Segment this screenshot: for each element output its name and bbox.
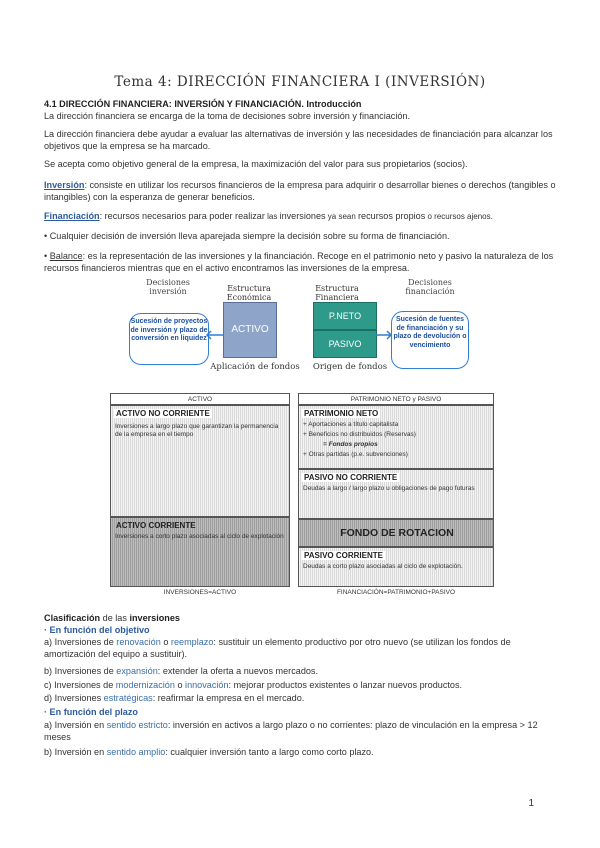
activo-no-corriente-text: Inversiones a largo plazo que garantizan la permanencia de la empresa en el tiempo bbox=[115, 423, 279, 438]
pasivo-corriente-panel bbox=[298, 547, 494, 587]
balance-term: Balance bbox=[49, 251, 83, 261]
bullet-2: • Balance: es la representación de las inversiones y la financiación. Recoge en el patrimonio neto y pasivo la naturaleza de los recursos financieros mientras que en el activo encontramos las inversiones de la empresa. bbox=[44, 251, 554, 273]
pn-item: + Aportaciones a título capitalista bbox=[303, 421, 399, 428]
pasivo-corriente-text: Deudas a corto plazo asociadas al ciclo de explotación. bbox=[303, 563, 463, 570]
section-heading: 4.1 DIRECCIÓN FINANCIERA: INVERSIÓN Y FINANCIACIÓN. Introducción bbox=[44, 99, 362, 109]
decisiones-inversion-label: Decisiones inversión bbox=[146, 278, 190, 296]
fondo-rotacion-panel bbox=[298, 519, 494, 547]
objetivo-a: a) Inversiones de renovación o reemplazo: sustituir un elemento productivo por otro nuevo (se utilizan los fondos de amortización del equipo a sustituir). bbox=[44, 637, 511, 659]
page-title: Tema 4: DIRECCIÓN FINANCIERA I (INVERSIÓN) bbox=[114, 74, 486, 90]
patrimonio-neto-panel bbox=[298, 405, 494, 469]
estructura-economica-label: Estructura Económica bbox=[226, 284, 272, 302]
arrow-right-icon bbox=[373, 330, 393, 340]
arrow-left-icon bbox=[205, 330, 225, 340]
pn-item: + Beneficios no distribuidos (Reservas) bbox=[303, 431, 416, 438]
activo-no-corriente-title: ACTIVO NO CORRIENTE bbox=[116, 409, 210, 418]
estructura-financiera-label: Estructura Financiera bbox=[315, 284, 359, 302]
bubble-inversion: Sucesión de proyectos de inversión y plazo de conversión en liquidez bbox=[129, 313, 209, 365]
pn-item: = Fondos propios bbox=[323, 441, 378, 448]
box-activo: ACTIVO bbox=[223, 302, 277, 358]
paragraph-3: Se acepta como objetivo general de la empresa, la maximización del valor para sus propietarios (socios). bbox=[44, 159, 468, 169]
plazo-a: a) Inversión en sentido estricto: inversión en activos a largo plazo o no corrientes: plazo de vinculación en la empresa > 12 meses bbox=[44, 720, 538, 742]
pasivo-no-corriente-panel bbox=[298, 469, 494, 519]
financiacion-definition: Financiación: recursos necesarios para poder realizar las inversiones ya sean recursos propios o recursos ajenos. bbox=[44, 211, 493, 221]
origen-fondos-label: Origen de fondos bbox=[312, 362, 388, 372]
pn-pasivo-header: PATRIMONIO NETO y PASIVO bbox=[298, 393, 494, 405]
page-number: 1 bbox=[528, 798, 534, 809]
fondo-rotacion-label: FONDO DE ROTACION bbox=[340, 527, 454, 539]
pasivo-corriente-title: PASIVO CORRIENTE bbox=[304, 551, 383, 560]
paragraph-2: La dirección financiera debe ayudar a evaluar las alternativas de inversión y las necesidades de financiación para alcanzar los objetivos que la empresa se ha marcado. bbox=[44, 129, 553, 151]
bubble-financiacion: Sucesión de fuentes de financiación y su plazo de devolución o vencimiento bbox=[391, 311, 469, 369]
box-pasivo: PASIVO bbox=[313, 330, 377, 358]
activo-corriente-title: ACTIVO CORRIENTE bbox=[116, 521, 196, 530]
objetivo-b: b) Inversiones de expansión: extender la oferta a nuevos mercados. bbox=[44, 666, 319, 676]
plazo-heading: · En función del plazo bbox=[44, 707, 138, 717]
activo-header: ACTIVO bbox=[110, 393, 290, 405]
bullet-1: • Cualquier decisión de inversión lleva aparejada siempre la decisión sobre su forma de financiación. bbox=[44, 231, 450, 241]
plazo-b: b) Inversión en sentido amplio: cualquier inversión tanto a largo como corto plazo. bbox=[44, 747, 374, 757]
paragraph-1: La dirección financiera se encarga de la toma de decisiones sobre inversión y financiación. bbox=[44, 111, 410, 121]
inversiones-footer: INVERSIONES=ACTIVO bbox=[163, 589, 237, 596]
activo-corriente-panel bbox=[110, 517, 290, 587]
inversion-definition: Inversión: consiste en utilizar los recursos financieros de la empresa para adquirir o desarrollar bienes o derechos (tangibles o intangibles) con la esperanza de generar beneficios. bbox=[44, 180, 556, 202]
pasivo-no-corriente-title: PASIVO NO CORRIENTE bbox=[304, 473, 398, 482]
aplicacion-fondos-label: Aplicación de fondos bbox=[210, 362, 300, 372]
box-patrimonio-neto: P.NETO bbox=[313, 302, 377, 330]
objetivo-heading: · En función del objetivo bbox=[44, 625, 150, 635]
activo-corriente-text: Inversiones a corto plazo asociadas al ciclo de explotación bbox=[115, 533, 284, 540]
objetivo-c: c) Inversiones de modernización o innovación: mejorar productos existentes o lanzar nuevos productos. bbox=[44, 680, 463, 690]
financiacion-term: Financiación bbox=[44, 211, 100, 221]
objetivo-d: d) Inversiones estratégicas: reafirmar la empresa en el mercado. bbox=[44, 693, 305, 703]
decisiones-financiacion-label: Decisiones financiación bbox=[405, 278, 455, 296]
activo-no-corriente-panel bbox=[110, 405, 290, 517]
patrimonio-neto-title: PATRIMONIO NETO bbox=[304, 409, 379, 418]
pn-item: + Otras partidas (p.e. subvenciones) bbox=[303, 451, 408, 458]
inversion-term: Inversión bbox=[44, 180, 85, 190]
financiacion-footer: FINANCIACIÓN=PATRIMONIO+PASIVO bbox=[336, 589, 456, 596]
pasivo-no-corriente-text: Deudas a largo / largo plazo u obligaciones de pago futuras bbox=[303, 485, 475, 492]
clasificacion-title: Clasificación de las inversiones bbox=[44, 613, 180, 623]
